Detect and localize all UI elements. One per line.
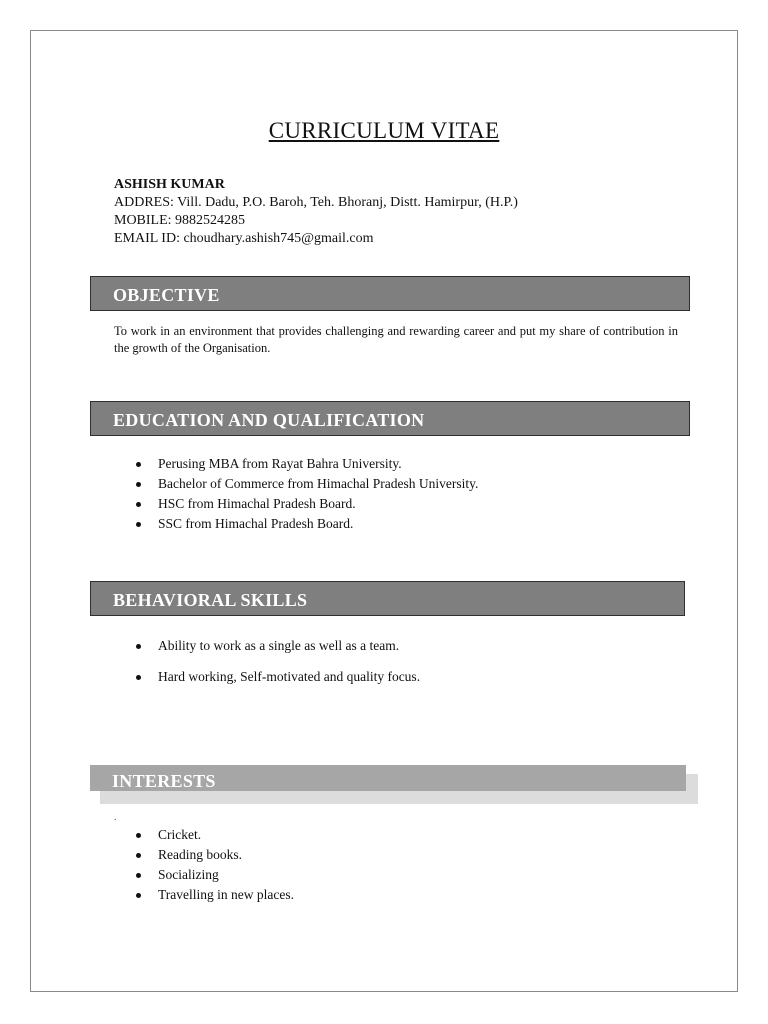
contact-block xyxy=(114,176,518,248)
list-item: HSC from Himachal Pradesh Board. xyxy=(114,494,478,514)
behavioral-heading: BEHAVIORAL SKILLS xyxy=(113,590,308,610)
objective-heading: OBJECTIVE xyxy=(113,285,220,305)
list-item: Hard working, Self-motivated and quality focus. xyxy=(114,667,420,698)
objective-text: To work in an environment that provides challenging and rewarding career and put my share of contribution in the growth of the Organisation. xyxy=(114,324,678,355)
list-item: Reading books. xyxy=(114,845,294,865)
list-item: Travelling in new places. xyxy=(114,885,294,905)
list-item: Ability to work as a single as well as a team. xyxy=(114,636,420,667)
interests-heading-bar xyxy=(90,765,686,791)
list-item: Perusing MBA from Rayat Bahra University. xyxy=(114,454,478,474)
list-item: Cricket. xyxy=(114,825,294,845)
interests-list xyxy=(114,825,294,905)
objective-heading-bar xyxy=(90,276,690,311)
mobile-line: MOBILE: 9882524285 xyxy=(114,213,246,228)
list-item: SSC from Himachal Pradesh Board. xyxy=(114,514,478,534)
stray-mark: . xyxy=(114,812,117,823)
list-item: Socializing xyxy=(114,865,294,885)
education-heading: EDUCATION AND QUALIFICATION xyxy=(113,410,425,430)
behavioral-list xyxy=(114,636,420,698)
education-list xyxy=(114,454,478,534)
address-line: ADDRES: Vill. Dadu, P.O. Baroh, Teh. Bhoranj, Distt. Hamirpur, (H.P.) xyxy=(114,195,518,210)
candidate-name: ASHISH KUMAR xyxy=(114,177,225,192)
education-heading-bar xyxy=(90,401,690,436)
interests-heading: INTERESTS xyxy=(112,771,216,791)
behavioral-heading-bar xyxy=(90,581,685,616)
email-line: EMAIL ID: choudhary.ashish745@gmail.com xyxy=(114,231,374,246)
document-title: CURRICULUM VITAE xyxy=(268,118,500,143)
list-item: Bachelor of Commerce from Himachal Pradesh University. xyxy=(114,474,478,494)
